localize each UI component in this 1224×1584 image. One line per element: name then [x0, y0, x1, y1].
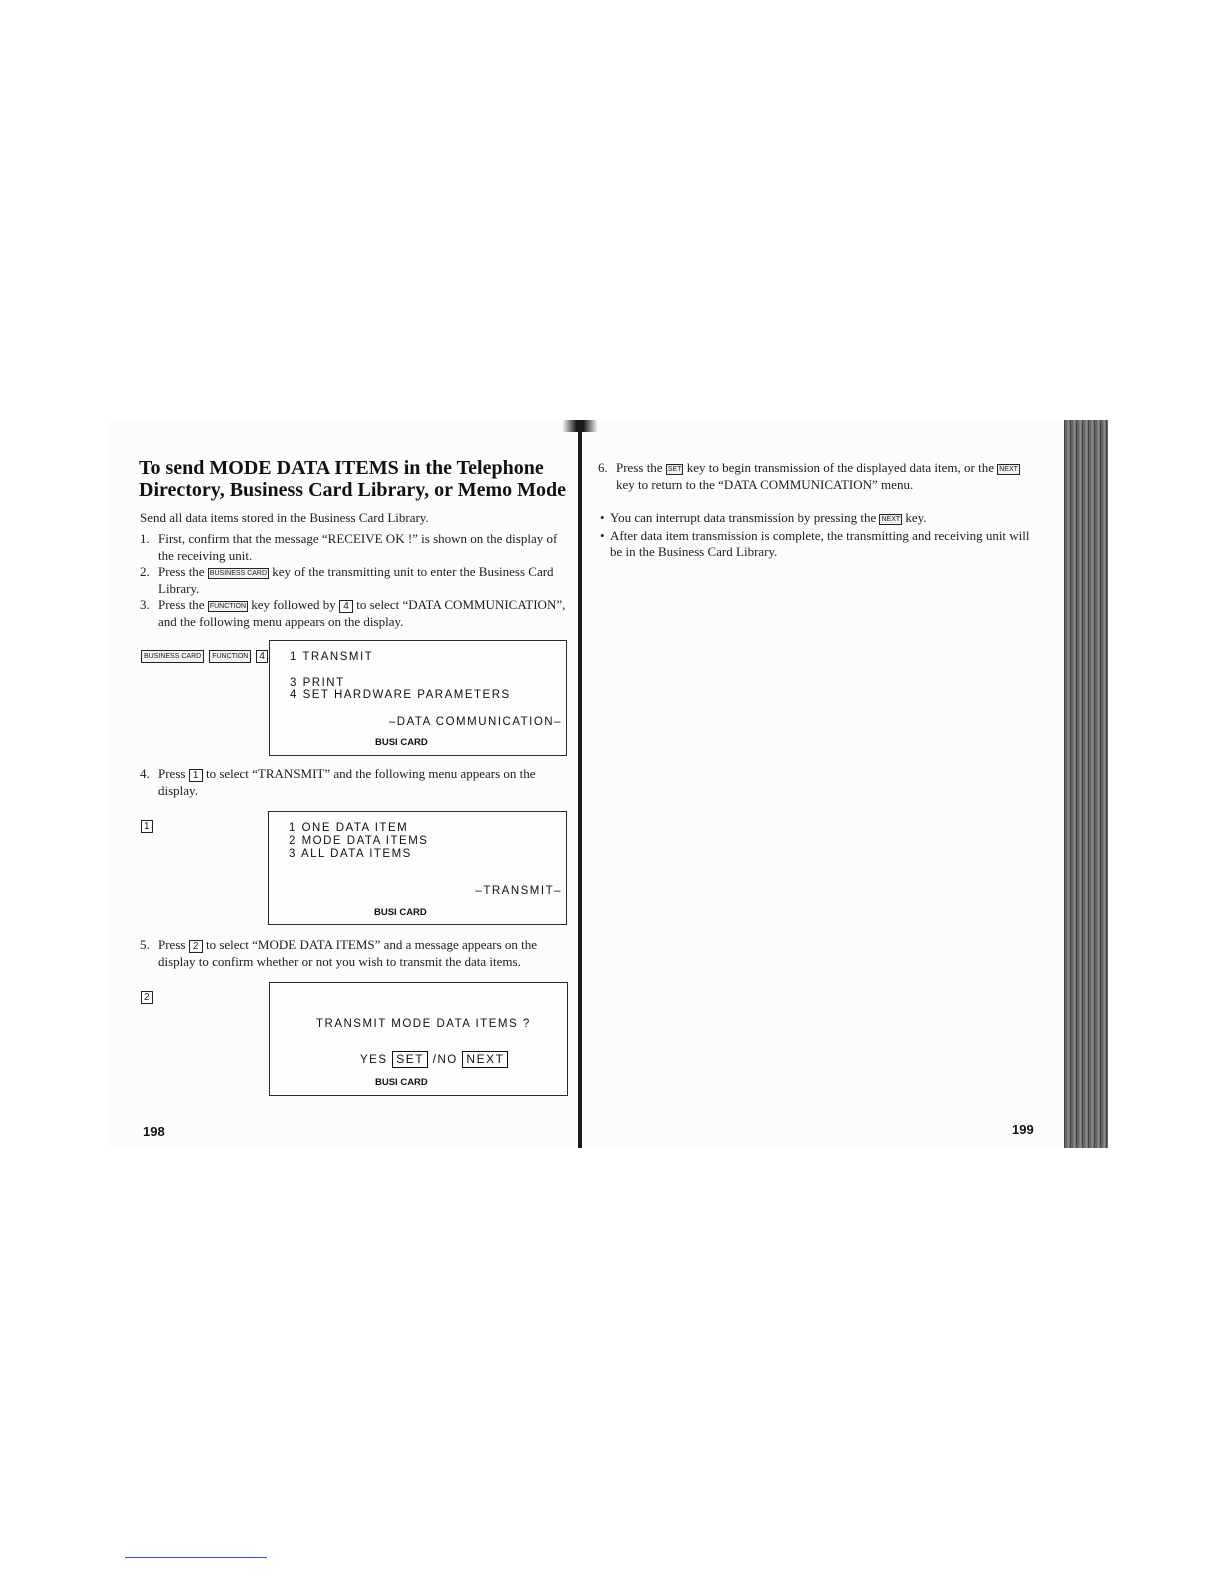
number-key-icon: 2: [189, 940, 203, 953]
number-key-icon: 2: [141, 991, 153, 1004]
step-text-part: Press the: [158, 597, 208, 612]
step-text-part: to select “MODE DATA ITEMS” and a message appears on the display to confirm whether or not you wish to transmit the data items.: [158, 937, 538, 969]
keystroke-sequence-2: [141, 820, 158, 833]
keystroke-sequence-3: [141, 991, 158, 1004]
lcd-display-transmit: [268, 811, 567, 925]
step-text-part: key to return to the “DATA COMMUNICATION” menu.: [616, 476, 914, 492]
notes-list: [600, 510, 1030, 562]
function-key-icon: FUNCTION: [209, 650, 251, 663]
note-item: [600, 510, 1030, 527]
number-key-icon: 4: [256, 650, 268, 663]
status-indicator: BUSI CARD: [375, 737, 428, 748]
menu-line: 3 PRINT: [290, 677, 345, 689]
step-text-part: key to begin transmission of the displayed data item, or the: [683, 460, 998, 475]
number-key-icon: 1: [189, 769, 203, 782]
step-number: 1.: [140, 531, 150, 546]
step-text: [158, 766, 570, 799]
step-number: 2.: [140, 564, 150, 579]
next-key-label: NEXT: [462, 1051, 508, 1068]
step-text: First, confirm that the message “RECEIVE OK !” is shown on the display of the receiving unit.: [158, 531, 558, 563]
page-edge-shadow: [1064, 420, 1108, 1148]
menu-line: 4 SET HARDWARE PARAMETERS: [290, 689, 511, 701]
step-1: [140, 531, 570, 565]
keystroke-sequence-1: [141, 650, 273, 663]
next-key-icon: NEXT: [999, 466, 1018, 473]
step-text-part: key followed by: [248, 597, 339, 612]
mode-label: –DATA COMMUNICATION–: [388, 716, 562, 728]
note-item: • After data item transmission is complete, the transmitting and receiving unit will be in the Business Card Library.: [600, 528, 1030, 561]
step-5: [140, 937, 570, 971]
step-number: 6.: [598, 460, 608, 475]
next-key-icon: NEXT: [881, 516, 901, 523]
lcd-display-data-communication: [269, 640, 567, 756]
lcd-display-confirm: [269, 982, 568, 1096]
menu-line: 1 ONE DATA ITEM: [289, 822, 409, 834]
business-card-key-icon: BUSINESS CARD: [209, 570, 268, 577]
intro-text: Send all data items stored in the Business Card Library.: [140, 510, 429, 525]
step-6: [598, 460, 1028, 494]
note-text-part: key.: [902, 510, 927, 525]
yes-label: YES: [360, 1054, 388, 1066]
step-2: [140, 564, 570, 598]
menu-line: 1 TRANSMIT: [290, 651, 374, 663]
business-card-key-icon: BUSINESS CARD: [141, 650, 204, 663]
confirm-prompt: TRANSMIT MODE DATA ITEMS ?: [316, 1018, 531, 1030]
step-4: [140, 766, 570, 800]
status-indicator: BUSI CARD: [374, 907, 427, 918]
set-key-label: SET: [392, 1051, 428, 1068]
number-key-icon: 1: [141, 820, 153, 833]
step-text-part: Press the: [616, 460, 666, 475]
section-title: To send MODE DATA ITEMS in the Telephone Directory, Business Card Library, or Memo Mode: [139, 457, 566, 501]
step-text-part: to select “DATA COMMUNICATION”, and the following menu appears on the display.: [158, 597, 566, 629]
page-number-left: 198: [143, 1124, 165, 1139]
page-number-right: 199: [1012, 1122, 1034, 1137]
step-text: [158, 597, 568, 630]
step-text: [158, 564, 568, 597]
confirm-options: [360, 1051, 508, 1068]
menu-line: 2 MODE DATA ITEMS: [289, 835, 429, 847]
step-number: 4.: [140, 766, 150, 781]
step-number: 5.: [140, 937, 150, 952]
function-key-icon: FUNCTION: [209, 603, 247, 610]
step-text-part: Press: [158, 937, 189, 952]
bottom-rule: [125, 1557, 267, 1558]
gutter-line: [578, 424, 582, 1148]
step-number: 3.: [140, 597, 150, 612]
mode-label: –TRANSMIT–: [475, 885, 562, 897]
step-3: [140, 597, 570, 631]
set-key-icon: SET: [667, 466, 682, 473]
no-label: /NO: [432, 1054, 458, 1066]
step-text: [158, 937, 570, 970]
step-text-part: to select “TRANSMIT” and the following menu appears on the display.: [158, 766, 536, 798]
menu-line: 3 ALL DATA ITEMS: [289, 848, 412, 860]
status-indicator: BUSI CARD: [375, 1077, 428, 1088]
step-text-part: Press: [158, 766, 189, 781]
step-text-part: key of the transmitting unit to enter the Business Card Library.: [158, 564, 554, 596]
step-text: [616, 460, 1028, 493]
note-text-part: You can interrupt data transmission by pressing the: [610, 510, 880, 525]
step-text-part: Press the: [158, 564, 208, 579]
number-key-icon: 4: [339, 600, 353, 613]
